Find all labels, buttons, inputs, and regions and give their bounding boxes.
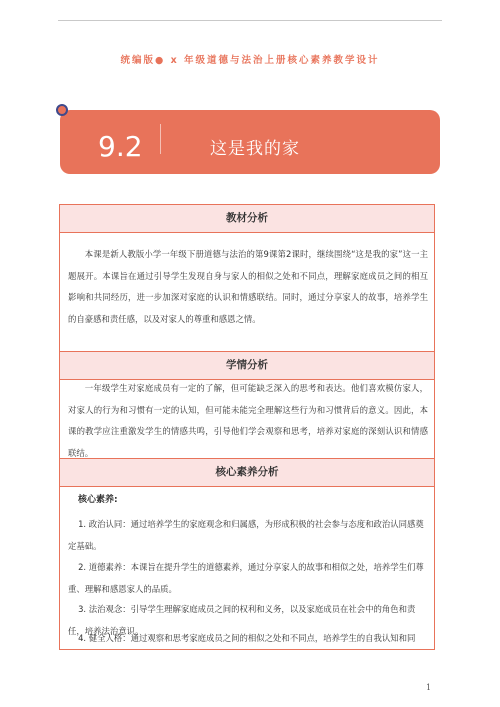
student-analysis-text: 一年级学生对家庭成员有一定的了解，但可能缺乏深入的思考和表达。他们喜欢模仿家人，对家人的行为和习惯有一定的认知，但可能未能完全理解这些行为和习惯背后的意义。因此，本课的教学应注重激发学生的情感共鸣，引导他们学会观察和思考，培养对家庭的深刻认识和情感联结。 [68,383,428,458]
competency-item: 3. 法治观念：引导学生理解家庭成员之间的权利和义务，以及家庭成员在社会中的角色和责任，培养法治意识。 [68,604,416,636]
banner-dot-icon [56,104,68,116]
banner-separator [160,124,161,154]
lesson-title: 这是我的家 [210,139,300,159]
section-heading-textbook: 教材分析 [60,205,434,232]
competency-item: 1. 政治认同：通过培养学生的家庭观念和归属感，为形成积极的社会参与态度和政治认同感奠定基础。 [68,519,424,551]
competency-item: 2. 道德素养：本课旨在提升学生的道德素养，通过分享家人的故事和相似之处，培养学生们尊重、理解和感恩家人的品质。 [68,562,424,594]
section-divider [60,486,434,487]
lesson-banner [60,110,440,174]
section-heading-students: 学情分析 [60,352,434,379]
section-heading-competency: 核心素养分析 [60,459,434,486]
competency-subtitle: 核心素养: [78,495,118,505]
running-header: 统编版● x 年级道德与法治上册核心素养教学设计 [120,55,380,66]
section-divider [60,232,434,233]
lesson-number: 9.2 [98,130,143,163]
top-divider [58,20,442,21]
textbook-analysis-text: 本课是新人教版小学一年级下册道德与法治的第9课第2课时，继续围绕“这是我的家”这一主题展开。本课旨在通过引导学生发现自身与家人的相似之处和不同点，理解家庭成员之间的相互影响和共同经历，进一步加深对家庭的认识和情感联结。同时，通过分享家人的故事，培养学生的自豪感和责任感，以及对家人的尊重和感恩之情。 [68,249,428,324]
page-number: 1 [426,683,432,692]
competency-item: 4. 健全人格：通过观察和思考家庭成员之间的相似之处和不同点，培养学生的自我认知和同 [78,633,416,643]
